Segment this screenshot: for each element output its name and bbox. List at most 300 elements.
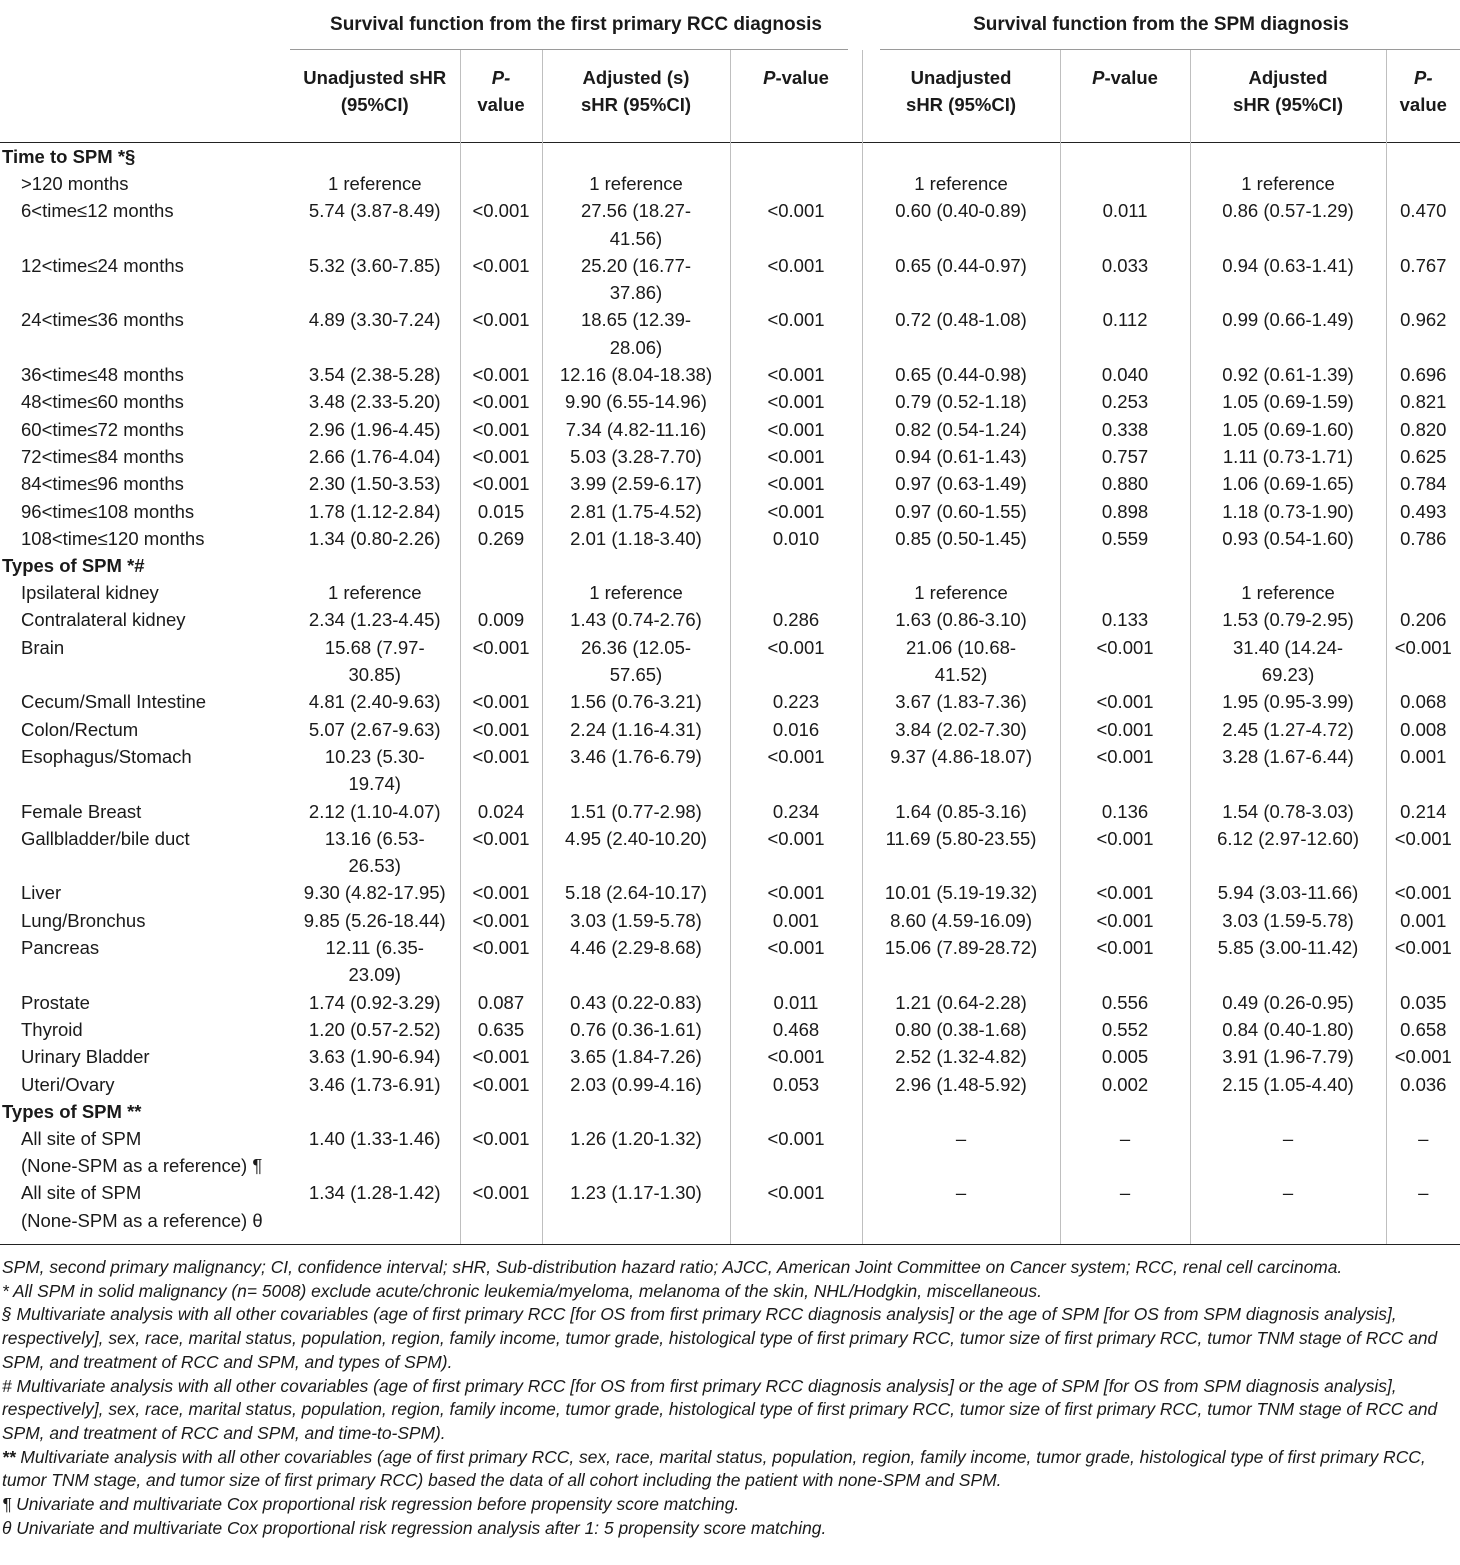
table-cell: <0.001	[1060, 825, 1190, 880]
table-cell: <0.001	[730, 443, 862, 470]
table-cell: 0.880	[1060, 470, 1190, 497]
table-cell: <0.001	[460, 1179, 542, 1244]
table-row	[0, 197, 1460, 252]
table-cell: 1.11 (0.73-1.71)	[1190, 443, 1386, 470]
table-cell: 0.99 (0.66-1.49)	[1190, 306, 1386, 361]
col-header-pvalue-1: P- value	[460, 50, 542, 143]
table-cell: 0.015	[460, 498, 542, 525]
table-row	[0, 1125, 1460, 1180]
table-cell: <0.001	[730, 416, 862, 443]
table-cell: 0.011	[1060, 197, 1190, 252]
row-label: Colon/Rectum	[21, 718, 139, 740]
col-header-unadjusted-rcc: Unadjusted sHR (95%CI)	[290, 50, 460, 143]
table-cell: 9.30 (4.82-17.95)	[290, 879, 460, 906]
table-cell: 10.01 (5.19-19.32)	[862, 879, 1060, 906]
empty-cell	[542, 143, 730, 171]
table-cell: –	[862, 1179, 1060, 1244]
table-cell: <0.001	[460, 934, 542, 989]
table-cell: 0.010	[730, 525, 862, 552]
table-cell: <0.001	[460, 1071, 542, 1098]
table-cell: 0.286	[730, 606, 862, 633]
table-row	[0, 743, 1460, 798]
table-cell: 0.85 (0.50-1.45)	[862, 525, 1060, 552]
table-cell: 3.54 (2.38-5.28)	[290, 361, 460, 388]
table-cell: 0.962	[1400, 309, 1447, 331]
section-title: Time to SPM *§	[0, 143, 290, 171]
table-cell: 6.12 (2.97-12.60)	[1190, 825, 1386, 880]
table-cell: 0.011	[730, 989, 862, 1016]
footnote	[2, 1375, 1458, 1446]
table-cell: <0.001	[460, 197, 542, 252]
table-cell: <0.001	[730, 743, 862, 798]
table-cell: 0.60 (0.40-0.89)	[862, 197, 1060, 252]
table-cell: <0.001	[460, 688, 542, 715]
table-cell: <0.001	[460, 743, 542, 798]
col-header-pvalue-3: P-value	[1060, 50, 1190, 143]
table-cell: 1.63 (0.86-3.10)	[862, 606, 1060, 633]
table-cell: 1 reference	[290, 579, 460, 606]
table-cell: <0.001	[730, 197, 862, 252]
table-cell: <0.001	[730, 361, 862, 388]
table-cell: <0.001	[730, 388, 862, 415]
footnote-text: SPM, second primary malignancy; CI, confidence interval; sHR, Sub-distribution hazard ratio; AJCC, American Joint Committee on Cancer system; RCC, renal cell carcinoma.	[2, 1257, 1343, 1277]
table-cell: 0.93 (0.54-1.60)	[1190, 525, 1386, 552]
table-cell: 1 reference	[542, 170, 730, 197]
table-cell: <0.001	[730, 825, 862, 880]
table-cell: 15.68 (7.97- 30.85)	[290, 634, 460, 689]
row-label: Brain	[21, 636, 65, 658]
table-cell: 1.74 (0.92-3.29)	[290, 989, 460, 1016]
table-cell: –	[1418, 1127, 1429, 1149]
table-cell: 4.46 (2.29-8.68)	[542, 934, 730, 989]
table-cell: <0.001	[460, 825, 542, 880]
table-cell: 1.51 (0.77-2.98)	[542, 798, 730, 825]
table-row	[0, 989, 1460, 1016]
table-cell: 0.002	[1060, 1071, 1190, 1098]
table-cell: –	[1060, 1179, 1190, 1244]
footnote-text: θ Univariate and multivariate Cox proportional risk regression analysis after 1: 5 propensity score matching.	[2, 1517, 827, 1538]
table-cell: 4.95 (2.40-10.20)	[542, 825, 730, 880]
table-cell: 1.34 (0.80-2.26)	[290, 525, 460, 552]
table-cell: 4.89 (3.30-7.24)	[290, 306, 460, 361]
empty-cell	[542, 1098, 730, 1125]
col-header-unadjusted-spm: Unadjusted sHR (95%CI)	[862, 50, 1060, 143]
table-cell: 0.767	[1400, 254, 1447, 276]
table-cell: <0.001	[460, 907, 542, 934]
section-header-row	[0, 552, 1460, 579]
row-label: Cecum/Small Intestine	[21, 691, 207, 713]
section-header-row	[0, 1098, 1460, 1125]
table-cell: 1.21 (0.64-2.28)	[862, 989, 1060, 1016]
table-cell: –	[862, 1125, 1060, 1180]
empty-cell	[290, 552, 460, 579]
table-cell: 0.001	[730, 907, 862, 934]
footnote-text: # Multivariate analysis with all other covariables (age of first primary RCC [for OS from first primary RCC diagnosis analysis] or the age of SPM [for OS from SPM diagnosis analysis], respectively], sex, race, marital status, population, region, family income, tumor grade, histological type of first primary RCC, tumor size of first primary RCC, tumor TNM stage of RCC and SPM, and treatment of RCC and SPM, and time-to-SPM).	[2, 1375, 1438, 1443]
table-cell: 0.036	[1400, 1073, 1447, 1095]
table-cell: 0.053	[730, 1071, 862, 1098]
table-cell: –	[1060, 1125, 1190, 1180]
col-header-pvalue-2: P-value	[730, 50, 862, 143]
table-cell: 0.009	[460, 606, 542, 633]
footnote	[2, 1280, 1458, 1304]
table-cell: 13.16 (6.53- 26.53)	[290, 825, 460, 880]
table-cell: <0.001	[1394, 636, 1452, 658]
footnote	[2, 1446, 1458, 1493]
table-cell: <0.001	[730, 306, 862, 361]
row-label: 24<time≤36 months	[21, 309, 184, 331]
table-cell: 3.67 (1.83-7.36)	[862, 688, 1060, 715]
empty-cell	[1386, 1098, 1460, 1125]
table-cell: <0.001	[730, 470, 862, 497]
table-row	[0, 907, 1460, 934]
empty-cell	[460, 143, 542, 171]
table-cell: 0.234	[730, 798, 862, 825]
table-cell: 1.53 (0.79-2.95)	[1190, 606, 1386, 633]
table-cell: <0.001	[460, 361, 542, 388]
empty-cell	[730, 1098, 862, 1125]
table-cell: 0.133	[1060, 606, 1190, 633]
table-cell: <0.001	[1060, 634, 1190, 689]
table-cell: 1.05 (0.69-1.60)	[1190, 416, 1386, 443]
table-cell: <0.001	[460, 443, 542, 470]
table-cell: 3.84 (2.02-7.30)	[862, 716, 1060, 743]
table-cell: <0.001	[460, 879, 542, 906]
empty-cell	[862, 143, 1060, 171]
table-cell: 4.81 (2.40-9.63)	[290, 688, 460, 715]
table-cell: 1.23 (1.17-1.30)	[542, 1179, 730, 1244]
table-cell: 0.338	[1060, 416, 1190, 443]
table-cell: 0.068	[1400, 691, 1447, 713]
table-cell: 0.635	[460, 1016, 542, 1043]
table-cell: <0.001	[1060, 907, 1190, 934]
header-sub-row	[0, 50, 1460, 143]
table-cell	[1386, 170, 1460, 197]
row-label: Gallbladder/bile duct	[21, 827, 190, 849]
table-cell: 1.64 (0.85-3.16)	[862, 798, 1060, 825]
table-cell: <0.001	[730, 634, 862, 689]
table-body	[0, 143, 1460, 1245]
col-header-pvalue-4: P- value	[1399, 67, 1447, 115]
row-label: Contralateral kidney	[21, 609, 186, 631]
table-cell: 0.493	[1400, 500, 1447, 522]
empty-cell	[1190, 552, 1386, 579]
table-cell: 1 reference	[862, 579, 1060, 606]
table-cell: 2.96 (1.48-5.92)	[862, 1071, 1060, 1098]
table-cell: <0.001	[460, 1125, 542, 1180]
table-cell: 0.43 (0.22-0.83)	[542, 989, 730, 1016]
table-cell: 0.625	[1400, 445, 1447, 467]
table-cell: 0.94 (0.61-1.43)	[862, 443, 1060, 470]
table-cell: <0.001	[1060, 688, 1190, 715]
empty-cell	[1060, 143, 1190, 171]
table-cell: <0.001	[730, 934, 862, 989]
table-cell: 0.86 (0.57-1.29)	[1190, 197, 1386, 252]
table-cell: –	[1190, 1125, 1386, 1180]
table-row	[0, 688, 1460, 715]
table-cell: 1 reference	[862, 170, 1060, 197]
table-cell: 0.94 (0.63-1.41)	[1190, 252, 1386, 307]
table-cell: 18.65 (12.39- 28.06)	[542, 306, 730, 361]
table-cell: <0.001	[1394, 1046, 1452, 1068]
table-cell: 0.024	[460, 798, 542, 825]
table-cell: <0.001	[1060, 934, 1190, 989]
table-cell: 5.07 (2.67-9.63)	[290, 716, 460, 743]
empty-cell	[862, 1098, 1060, 1125]
table-cell: <0.001	[460, 470, 542, 497]
table-row	[0, 934, 1460, 989]
group-header-spm: Survival function from the SPM diagnosis	[862, 0, 1460, 50]
table-cell: <0.001	[1060, 716, 1190, 743]
table-row	[0, 579, 1460, 606]
row-label: Ipsilateral kidney	[21, 582, 159, 604]
table-cell: 25.20 (16.77- 37.86)	[542, 252, 730, 307]
table-cell: 1 reference	[1190, 170, 1386, 197]
table-cell: 0.035	[1400, 991, 1447, 1013]
table-cell: 0.65 (0.44-0.97)	[862, 252, 1060, 307]
table-cell: 2.45 (1.27-4.72)	[1190, 716, 1386, 743]
table-cell: 2.81 (1.75-4.52)	[542, 498, 730, 525]
table-cell: 2.52 (1.32-4.82)	[862, 1043, 1060, 1070]
row-label: 96<time≤108 months	[21, 500, 195, 522]
col-header-adjusted-spm: Adjusted sHR (95%CI)	[1190, 50, 1386, 143]
table-cell: 9.37 (4.86-18.07)	[862, 743, 1060, 798]
table-cell: <0.001	[460, 252, 542, 307]
row-label: Liver	[21, 882, 62, 904]
table-cell: 0.80 (0.38-1.68)	[862, 1016, 1060, 1043]
table-cell: 0.65 (0.44-0.98)	[862, 361, 1060, 388]
table-cell	[460, 170, 542, 197]
table-row	[0, 1016, 1460, 1043]
table-cell: 9.90 (6.55-14.96)	[542, 388, 730, 415]
section-title: Types of SPM **	[2, 1100, 142, 1122]
table-row	[0, 825, 1460, 880]
row-label: Thyroid	[21, 1018, 83, 1040]
row-label: 84<time≤96 months	[21, 473, 184, 495]
footnote	[2, 1256, 1458, 1280]
table-cell: 0.72 (0.48-1.08)	[862, 306, 1060, 361]
table-cell	[730, 170, 862, 197]
table-cell: 0.559	[1060, 525, 1190, 552]
table-cell: 26.36 (12.05- 57.65)	[542, 634, 730, 689]
empty-cell	[1060, 1098, 1190, 1125]
empty-cell	[730, 143, 862, 171]
row-label: 72<time≤84 months	[21, 445, 184, 467]
empty-cell	[460, 1098, 542, 1125]
table-cell: 1.40 (1.33-1.46)	[290, 1125, 460, 1180]
table-cell: 0.696	[1400, 364, 1447, 386]
table-cell: 0.898	[1060, 498, 1190, 525]
table-cell: 5.32 (3.60-7.85)	[290, 252, 460, 307]
table-cell: 0.470	[1400, 200, 1447, 222]
table-row	[0, 306, 1460, 361]
table-cell: 1.56 (0.76-3.21)	[542, 688, 730, 715]
row-label: 60<time≤72 months	[21, 418, 184, 440]
table-cell: <0.001	[460, 416, 542, 443]
table-cell: 2.12 (1.10-4.07)	[290, 798, 460, 825]
table-cell: 1.18 (0.73-1.90)	[1190, 498, 1386, 525]
table-cell: 0.087	[460, 989, 542, 1016]
table-cell: 0.757	[1060, 443, 1190, 470]
table-cell: <0.001	[460, 388, 542, 415]
table-cell: <0.001	[460, 716, 542, 743]
table-cell: 15.06 (7.89-28.72)	[862, 934, 1060, 989]
empty-cell	[290, 1098, 460, 1125]
table-cell: 0.97 (0.63-1.49)	[862, 470, 1060, 497]
table-cell: 9.85 (5.26-18.44)	[290, 907, 460, 934]
row-label: 48<time≤60 months	[21, 391, 184, 413]
table-cell: 3.65 (1.84-7.26)	[542, 1043, 730, 1070]
table-cell: 12.11 (6.35- 23.09)	[290, 934, 460, 989]
footnote-text: § Multivariate analysis with all other covariables (age of first primary RCC [for OS from first primary RCC diagnosis analysis] or the age of SPM [for OS from SPM diagnosis analysis], respectively], sex, race, marital status, population, region, family income, tumor grade, histological type of first primary RCC, tumor size of first primary RCC, tumor TNM stage of RCC and SPM, and treatment of RCC and SPM, and types of SPM).	[2, 1304, 1438, 1372]
table-cell: 1.43 (0.74-2.76)	[542, 606, 730, 633]
table-cell: 0.658	[1400, 1018, 1447, 1040]
table-row	[0, 606, 1460, 633]
table-cell: 0.79 (0.52-1.18)	[862, 388, 1060, 415]
table-cell: <0.001	[1394, 827, 1452, 849]
table-cell: 0.269	[460, 525, 542, 552]
table-cell: 5.03 (3.28-7.70)	[542, 443, 730, 470]
row-label: Prostate	[21, 991, 90, 1013]
table-cell: <0.001	[730, 879, 862, 906]
table-cell: 1.05 (0.69-1.59)	[1190, 388, 1386, 415]
table-cell: <0.001	[1060, 743, 1190, 798]
table-cell: 1.06 (0.69-1.65)	[1190, 470, 1386, 497]
table-cell: 5.74 (3.87-8.49)	[290, 197, 460, 252]
table-cell: 10.23 (5.30- 19.74)	[290, 743, 460, 798]
table-cell: 3.46 (1.73-6.91)	[290, 1071, 460, 1098]
table-row	[0, 388, 1460, 415]
table-cell: 3.03 (1.59-5.78)	[542, 907, 730, 934]
table-cell: <0.001	[1060, 879, 1190, 906]
table-cell: 21.06 (10.68- 41.52)	[862, 634, 1060, 689]
table-cell: 5.18 (2.64-10.17)	[542, 879, 730, 906]
table-cell	[730, 579, 862, 606]
table-row	[0, 716, 1460, 743]
table-cell: 0.49 (0.26-0.95)	[1190, 989, 1386, 1016]
table-row	[0, 170, 1460, 197]
table-cell: 7.34 (4.82-11.16)	[542, 416, 730, 443]
table-cell: 0.556	[1060, 989, 1190, 1016]
empty-cell	[730, 552, 862, 579]
table-cell: 1.54 (0.78-3.03)	[1190, 798, 1386, 825]
table-cell: 3.48 (2.33-5.20)	[290, 388, 460, 415]
table-cell: 31.40 (14.24- 69.23)	[1190, 634, 1386, 689]
table-cell: 1 reference	[1190, 579, 1386, 606]
empty-cell	[290, 143, 460, 171]
row-label: All site of SPM (None-SPM as a reference) θ	[0, 1179, 290, 1244]
empty-cell	[862, 552, 1060, 579]
table-cell: 0.033	[1060, 252, 1190, 307]
table-cell: 2.34 (1.23-4.45)	[290, 606, 460, 633]
table-cell: 2.03 (0.99-4.16)	[542, 1071, 730, 1098]
table-cell: 11.69 (5.80-23.55)	[862, 825, 1060, 880]
table-cell: <0.001	[460, 1043, 542, 1070]
table-row	[0, 634, 1460, 689]
table-row	[0, 443, 1460, 470]
table-cell: 12.16 (8.04-18.38)	[542, 361, 730, 388]
table-cell: –	[1190, 1179, 1386, 1244]
table-cell: 0.784	[1400, 473, 1447, 495]
table-cell: 0.112	[1060, 306, 1190, 361]
table-cell: 1 reference	[542, 579, 730, 606]
table-cell: 0.136	[1060, 798, 1190, 825]
table-row	[0, 879, 1460, 906]
table-cell: 0.821	[1400, 391, 1447, 413]
table-cell: 0.76 (0.36-1.61)	[542, 1016, 730, 1043]
table-cell: <0.001	[730, 1043, 862, 1070]
table-cell: 3.28 (1.67-6.44)	[1190, 743, 1386, 798]
table-row	[0, 525, 1460, 552]
empty-cell	[1190, 143, 1386, 171]
table-cell: <0.001	[730, 1125, 862, 1180]
table-cell: 1.34 (1.28-1.42)	[290, 1179, 460, 1244]
empty-cell	[460, 552, 542, 579]
table-cell	[460, 579, 542, 606]
row-label: >120 months	[21, 173, 129, 194]
table-cell: 2.01 (1.18-3.40)	[542, 525, 730, 552]
col-header-adjusted-rcc: Adjusted (s) sHR (95%CI)	[542, 50, 730, 143]
row-label: All site of SPM (None-SPM as a reference) ¶	[21, 1127, 263, 1177]
table-cell: 0.008	[1400, 718, 1447, 740]
table-cell: 0.214	[1400, 800, 1447, 822]
table-cell: 3.03 (1.59-5.78)	[1190, 907, 1386, 934]
table-cell: 0.253	[1060, 388, 1190, 415]
table-cell: 8.60 (4.59-16.09)	[862, 907, 1060, 934]
row-label: Lung/Bronchus	[21, 909, 146, 931]
table-cell: 2.30 (1.50-3.53)	[290, 470, 460, 497]
header-group-row	[0, 0, 1460, 50]
table-cell: <0.001	[730, 252, 862, 307]
table-cell: 0.001	[1400, 745, 1447, 767]
section-header-row	[0, 143, 1460, 171]
table-cell: <0.001	[460, 306, 542, 361]
row-label: 6<time≤12 months	[21, 200, 174, 222]
table-cell: 0.820	[1400, 418, 1447, 440]
table-row	[0, 1071, 1460, 1098]
table-cell: 0.016	[730, 716, 862, 743]
empty-cell	[1060, 552, 1190, 579]
table-cell: 1.78 (1.12-2.84)	[290, 498, 460, 525]
table-row	[0, 470, 1460, 497]
table-cell: 0.206	[1400, 609, 1447, 631]
table-cell: 0.97 (0.60-1.55)	[862, 498, 1060, 525]
footnote-text: Multivariate analysis with all other covariables (age of first primary RCC, sex, race, marital status, population, region, family income, tumor grade, histological type of first primary RCC, tumor TNM stage, and tumor size of first primary RCC) based the data of all cohort including the patient with none-SPM and SPM.	[2, 1446, 1426, 1491]
table-row	[0, 498, 1460, 525]
table-cell: 0.005	[1060, 1043, 1190, 1070]
row-label: Pancreas	[21, 937, 100, 959]
table-cell: 0.223	[730, 688, 862, 715]
table-cell: 0.040	[1060, 361, 1190, 388]
table-cell: 2.66 (1.76-4.04)	[290, 443, 460, 470]
footnote	[2, 1517, 1458, 1541]
table-cell: 0.84 (0.40-1.80)	[1190, 1016, 1386, 1043]
table-cell: <0.001	[730, 498, 862, 525]
footnote-marker: **	[2, 1446, 16, 1467]
table-cell: 0.552	[1060, 1016, 1190, 1043]
table-row	[0, 1179, 1460, 1244]
table-cell: 0.82 (0.54-1.24)	[862, 416, 1060, 443]
empty-cell	[542, 552, 730, 579]
table-row	[0, 1043, 1460, 1070]
table-cell: 1.20 (0.57-2.52)	[290, 1016, 460, 1043]
table-cell: 3.99 (2.59-6.17)	[542, 470, 730, 497]
table-cell	[1060, 170, 1190, 197]
row-label: Female Breast	[21, 800, 142, 822]
footnote	[2, 1493, 1458, 1517]
row-label: Urinary Bladder	[21, 1046, 150, 1068]
table-cell: –	[1386, 1179, 1460, 1244]
table-cell: 2.15 (1.05-4.40)	[1190, 1071, 1386, 1098]
